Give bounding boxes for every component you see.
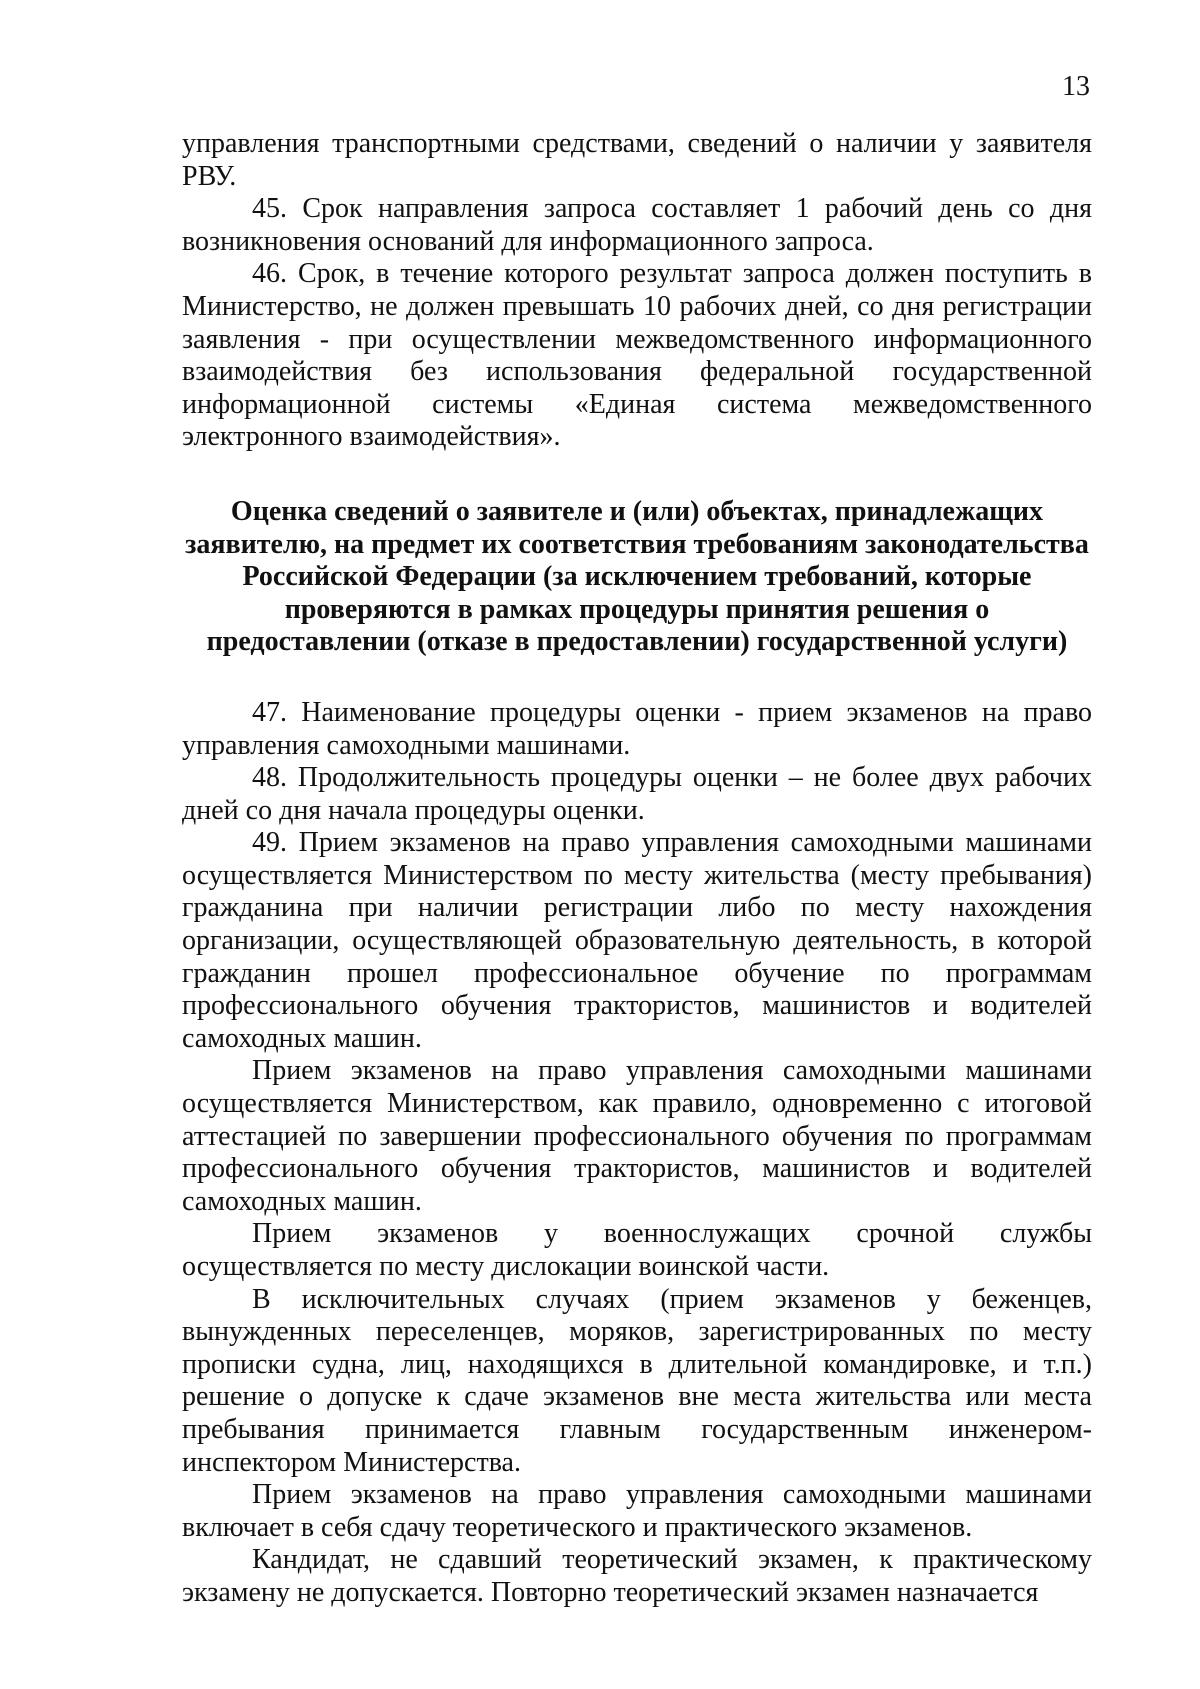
paragraph-46: 46. Срок, в течение которого результат запроса должен поступить в Министерство, не должен превышать 10 рабочих дней, со дня регистрации заявления - при осуществлении межведомственного информационного взаимодействия без использования федеральной государственной информационной системы «Единая система межведомственного электронного взаимодействия».	[182, 258, 1092, 453]
document-body	[182, 128, 1092, 1610]
paragraph-exam-composition: Прием экзаменов на право управления самоходными машинами включает в себя сдачу теоретического и практического экзаменов.	[182, 1479, 1092, 1543]
paragraph-military-exam: Прием экзаменов у военнослужащих срочной службы осуществляется по месту дислокации воинской части.	[182, 1218, 1092, 1282]
paragraph-45: 45. Срок направления запроса составляет 1 рабочий день со дня возникновения оснований для информационного запроса.	[182, 193, 1092, 257]
paragraph-exam-with-attestation: Прием экзаменов на право управления самоходными машинами осуществляется Министерством, как правило, одновременно с итоговой аттестацией по завершении профессионального обучения по программам профессионального обучения трактористов, машинистов и водителей самоходных машин.	[182, 1055, 1092, 1217]
paragraph-49: 49. Прием экзаменов на право управления самоходными машинами осуществляется Министерством по месту жительства (месту пребывания) гражданина при наличии регистрации либо по месту нахождения организации, осуществляющей образовательную деятельность, в которой гражданин прошел профессиональное обучение по программам профессионального обучения трактористов, машинистов и водителей самоходных машин.	[182, 827, 1092, 1054]
paragraph-continuation: управления транспортными средствами, сведений о наличии у заявителя РВУ.	[182, 128, 1092, 192]
paragraph-47: 47. Наименование процедуры оценки - прием экзаменов на право управления самоходными машинами.	[182, 696, 1092, 761]
paragraph-exceptional-cases: В исключительных случаях (прием экзаменов у беженцев, вынужденных переселенцев, моряков, зарегистрированных по месту прописки судна, лиц, находящихся в длительной командировке, и т.п.) решение о допуске к сдаче экзаменов вне места жительства или места пребывания принимается главным государственным инженером-инспектором Министерства.	[182, 1283, 1092, 1478]
section-heading: Оценка сведений о заявителе и (или) объектах, принадлежащих заявителю, на предмет их соответствия требованиям законодательства Российской Федерации (за исключением требований, которые проверяются в рамках процедуры принятия решения о предоставлении (отказе в предоставлении) государственной услуги)	[185, 495, 1089, 658]
paragraph-48: 48. Продолжительность процедуры оценки – не более двух рабочих дней со дня начала процедуры оценки.	[182, 762, 1092, 826]
paragraph-candidate-retake: Кандидат, не сдавший теоретический экзамен, к практическому экзамену не допускается. Повторно теоретический экзамен назначается	[182, 1544, 1092, 1608]
page-number: 13	[1062, 71, 1090, 102]
